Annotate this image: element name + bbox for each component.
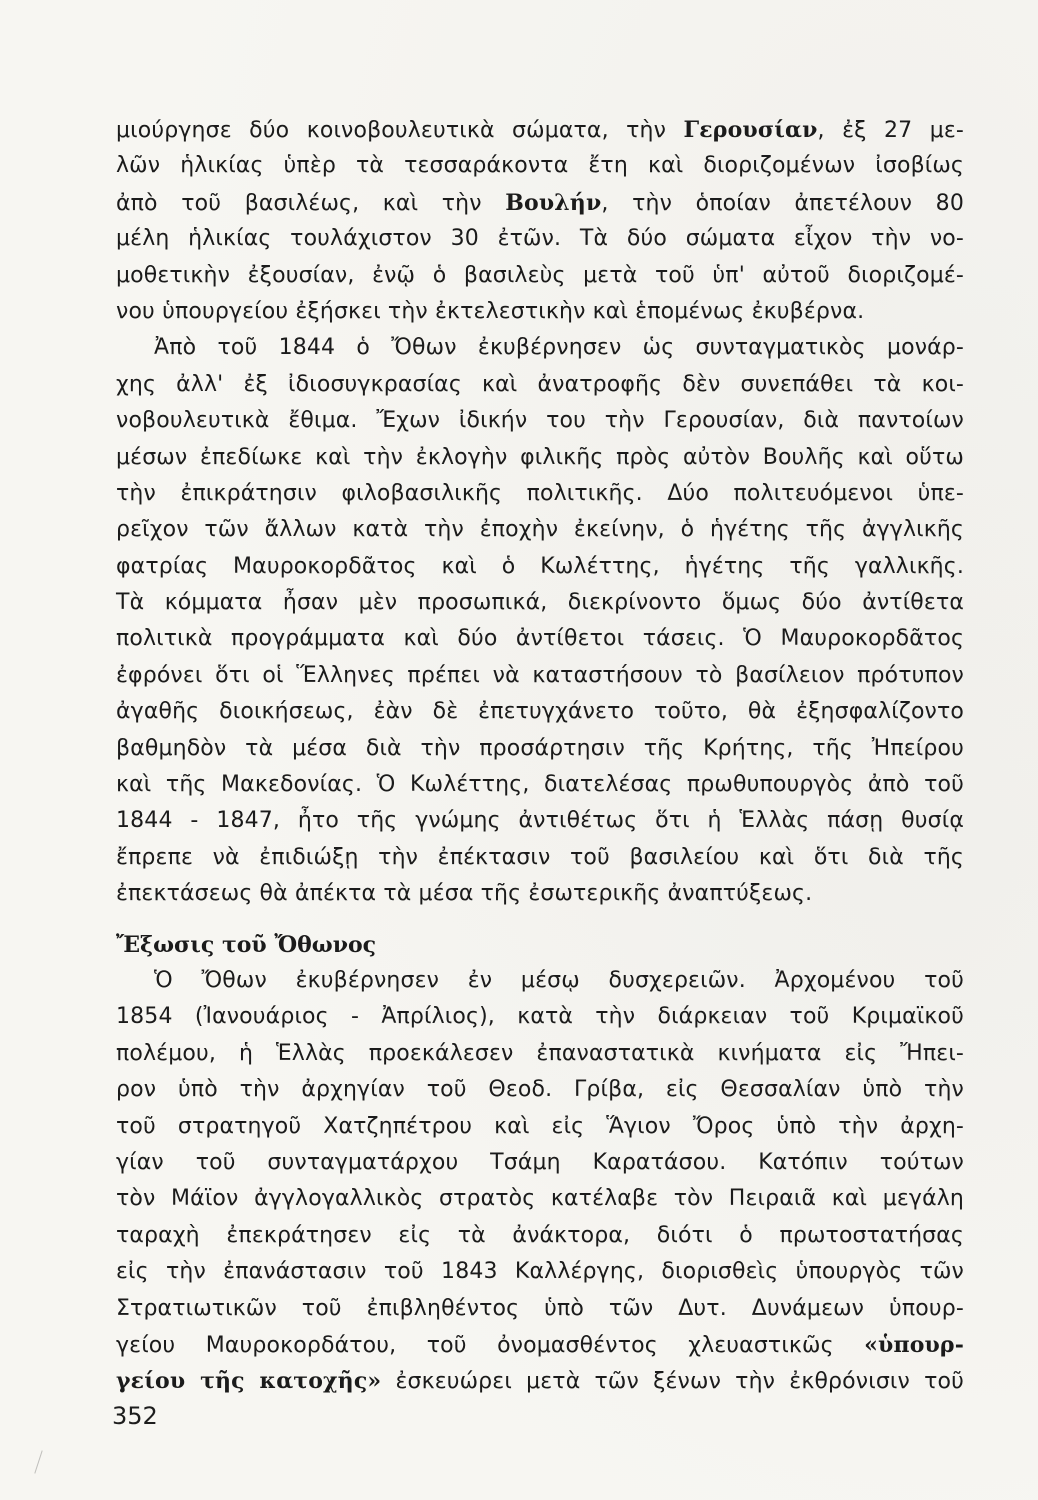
text-line: Ὁ Ὄθων ἐκυβέρνησεν ἐν μέσῳ δυσχερειῶν. Ἀρχομένου τοῦ	[154, 967, 964, 993]
text-line: μιούργησε δύο κοινοβουλευτικὰ σώματα, τὴν Γερουσίαν, ἐξ 27 με-	[116, 117, 964, 143]
text-line: νου ὑπουργείου ἐξήσκει τὴν ἐκτελεστικὴν καὶ ἑπομένως ἐκυβέρνα.	[116, 298, 865, 324]
bold-term: Βουλήν	[505, 189, 602, 216]
text-line: λῶν ἡλικίας ὑπὲρ τὰ τεσσαράκοντα ἔτη καὶ διοριζομένων ἰσοβίως	[116, 153, 964, 179]
text-line: φατρίας Μαυροκορδᾶτος καὶ ὁ Κωλέττης, ἡγέτης τῆς γαλλικῆς.	[116, 553, 964, 579]
text-line: μέσων ἐπεδίωκε καὶ τὴν ἐκλογὴν φιλικῆς πρὸς αὐτὸν Βουλῆς καὶ οὕτω	[116, 444, 964, 470]
text-line: ρον ὑπὸ τὴν ἀρχηγίαν τοῦ Θεοδ. Γρίβα, εἰς Θεσσαλίαν ὑπὸ τὴν	[116, 1077, 964, 1103]
text-line: 1854 (Ἰανουάριος - Ἀπρίλιος), κατὰ τὴν διάρκειαν τοῦ Κριμαϊκοῦ	[116, 1004, 964, 1030]
text-line: χης ἀλλ' ἐξ ἰδιοσυγκρασίας καὶ ἀνατροφῆς δὲν συνεπάθει τὰ κοι-	[116, 371, 964, 397]
text-line: τὸν Μάϊον ἀγγλογαλλικὸς στρατὸς κατέλαβε τὸν Πειραιᾶ καὶ μεγάλη	[116, 1186, 964, 1212]
text-line: νοβουλευτικὰ ἔθιμα. Ἔχων ἰδικήν του τὴν Γερουσίαν, διὰ παντοίων	[116, 408, 964, 434]
text-line: γείου τῆς κατοχῆς» ἐσκευώρει μετὰ τῶν ξένων τὴν ἐκθρόνισιν τοῦ	[116, 1368, 964, 1395]
text-line: γείου Μαυροκορδάτου, τοῦ ὀνομασθέντος χλευαστικῶς «ὑπουρ-	[116, 1331, 964, 1358]
text-line: βαθμηδὸν τὰ μέσα διὰ τὴν προσάρτησιν τῆς Κρήτης, τῆς Ἠπείρου	[116, 735, 964, 761]
text-line: ἐπεκτάσεως θὰ ἀπέκτα τὰ μέσα τῆς ἐσωτερικῆς ἀναπτύξεως.	[116, 881, 813, 907]
section-heading: Ἔξωσις τοῦ Ὄθωνος	[116, 931, 377, 958]
text-line: γίαν τοῦ συνταγματάρχου Τσάμη Καρατάσου. Κατόπιν τούτων	[116, 1149, 964, 1175]
text-line: Τὰ κόμματα ἦσαν μὲν προσωπικά, διεκρίνοντο ὅμως δύο ἀντίθετα	[116, 590, 964, 616]
page-body-text	[116, 112, 964, 1400]
text-line: ἀπὸ τοῦ βασιλέως, καὶ τὴν Βουλήν, τὴν ὁποίαν ἀπετέλουν 80	[116, 189, 964, 216]
text-line: εἰς τὴν ἐπανάστασιν τοῦ 1843 Καλλέργης, διορισθεὶς ὑπουργὸς τῶν	[116, 1259, 964, 1285]
text-line: τὴν ἐπικράτησιν φιλοβασιλικῆς πολιτικῆς. Δύο πολιτευόμενοι ὑπε-	[116, 480, 964, 506]
page-number: 352	[112, 1402, 158, 1430]
text-line: ἔπρεπε νὰ ἐπιδιώξῃ τὴν ἐπέκτασιν τοῦ βασιλείου καὶ ὅτι διὰ τῆς	[116, 844, 964, 870]
text-line: ταραχὴ ἐπεκράτησεν εἰς τὰ ἀνάκτορα, διότι ὁ πρωτοστατήσας	[116, 1222, 964, 1248]
text-line: μέλη ἡλικίας τουλάχιστον 30 ἐτῶν. Τὰ δύο σώματα εἶχον τὴν νο-	[116, 226, 964, 252]
text-line: ἀγαθῆς διοικήσεως, ἐὰν δὲ ἐπετυγχάνετο τοῦτο, θὰ ἐξησφαλίζοντο	[116, 699, 964, 725]
bold-term: «ὑπουρ-	[864, 1331, 964, 1358]
text-line: πολιτικὰ προγράμματα καὶ δύο ἀντίθετοι τάσεις. Ὁ Μαυροκορδᾶτος	[116, 626, 964, 652]
text-line: Ἀπὸ τοῦ 1844 ὁ Ὄθων ἐκυβέρνησεν ὡς συνταγματικὸς μονάρ-	[154, 335, 964, 361]
bold-term: Γερουσίαν	[683, 117, 818, 143]
text-line: καὶ τῆς Μακεδονίας. Ὁ Κωλέττης, διατελέσας πρωθυπουργὸς ἀπὸ τοῦ	[116, 772, 964, 798]
text-line: ρεῖχον τῶν ἄλλων κατὰ τὴν ἐποχὴν ἐκείνην, ὁ ἡγέτης τῆς ἀγγλικῆς	[116, 517, 964, 543]
text-line: ἐφρόνει ὅτι οἱ Ἕλληνες πρέπει νὰ καταστήσουν τὸ βασίλειον πρότυπον	[116, 662, 964, 688]
text-line: μοθετικὴν ἐξουσίαν, ἐνῷ ὁ βασιλεὺς μετὰ τοῦ ὑπ' αὐτοῦ διοριζομέ-	[116, 262, 964, 288]
text-line: τοῦ στρατηγοῦ Χατζηπέτρου καὶ εἰς Ἅγιον Ὄρος ὑπὸ τὴν ἀρχη-	[116, 1113, 964, 1139]
text-line: πολέμου, ἡ Ἑλλὰς προεκάλεσεν ἐπαναστατικὰ κινήματα εἰς Ἤπει-	[116, 1040, 964, 1066]
scan-artifact	[34, 1450, 42, 1473]
text-line: 1844 - 1847, ἦτο τῆς γνώμης ἀντιθέτως ὅτι ἡ Ἑλλὰς πάσῃ θυσίᾳ	[116, 808, 964, 834]
bold-term: γείου τῆς κατοχῆς»	[116, 1368, 382, 1395]
text-line: Στρατιωτικῶν τοῦ ἐπιβληθέντος ὑπὸ τῶν Δυτ. Δυνάμεων ὑπουρ-	[116, 1295, 964, 1321]
